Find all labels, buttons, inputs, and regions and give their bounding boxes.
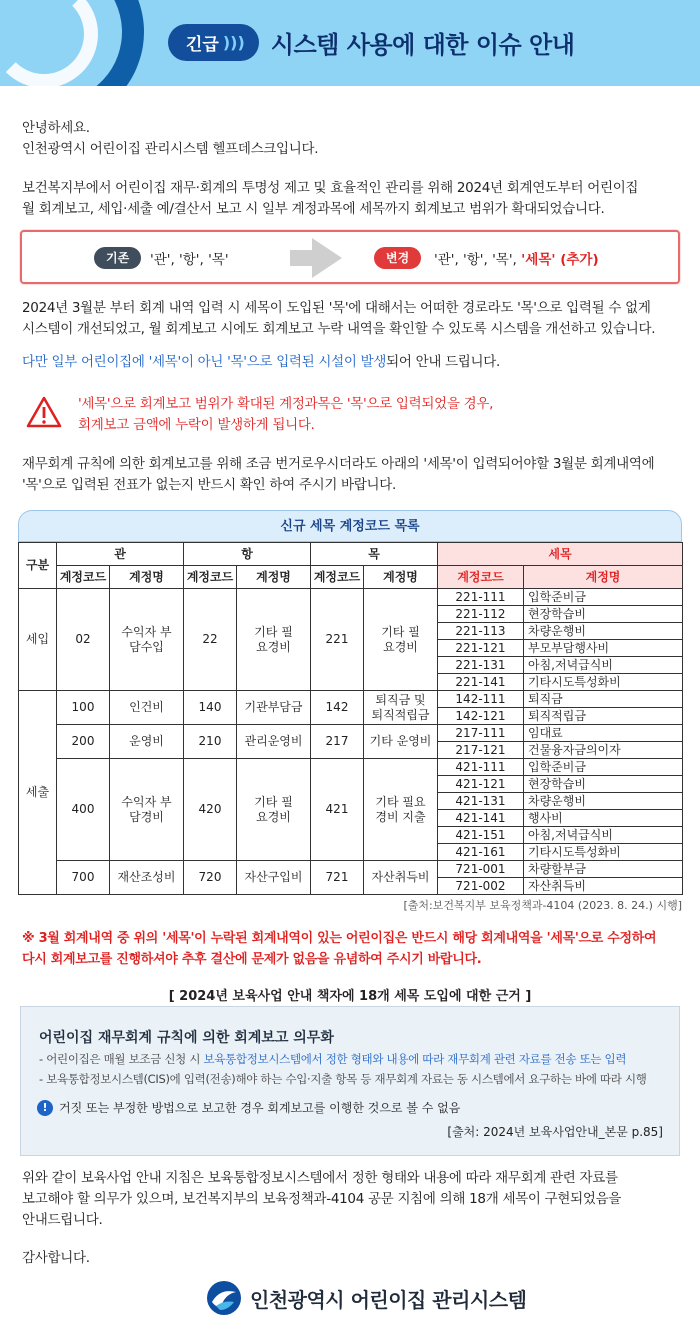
semok-name-cell: 행사비 (524, 810, 683, 827)
basis-title: [ 2024년 보육사업 안내 책자에 18개 세목 도입에 대한 근거 ] (168, 989, 532, 1004)
basis-list-highlight: 보육통합정보시스템에서 정한 형태와 내용에 따라 재무회계 관련 자료를 전송 또는 입력 (203, 1052, 627, 1066)
gwan-name-cell: 재산조성비 (110, 861, 184, 895)
greeting-line: 인천광역시 어린이집 관리시스템 헬프데스크입니다. (22, 141, 319, 157)
semok-code-cell: 421-141 (438, 810, 524, 827)
hang-code-cell: 22 (184, 589, 237, 691)
semok-name-cell: 입학준비금 (524, 759, 683, 776)
semok-code-cell: 217-111 (438, 725, 524, 742)
subheader-name: 계정명 (110, 566, 184, 589)
basis-heading: 어린이집 재무회계 규칙에 의한 회계보고 의무화 (39, 1030, 334, 1046)
hang-name-cell: 기관부담금 (237, 691, 311, 725)
header-gwan: 관 (57, 543, 184, 566)
subheader-code: 계정코드 (57, 566, 110, 589)
semok-code-cell: 721-002 (438, 878, 524, 895)
semok-name-cell: 차량운행비 (524, 793, 683, 810)
semok-name-cell: 건물융자금의이자 (524, 742, 683, 759)
semok-code-cell: 221-131 (438, 657, 524, 674)
greeting-line: 안녕하세요. (22, 120, 90, 136)
semok-name-cell: 퇴직적립금 (524, 708, 683, 725)
hang-code-cell: 210 (184, 725, 237, 759)
gwan-code-cell: 400 (57, 759, 110, 861)
table-row (19, 725, 683, 742)
mok-code-cell: 142 (311, 691, 364, 725)
caution-line: 다시 회계보고를 진행하셔야 추후 결산에 문제가 없음을 유념하여 주시기 바랍니다. (22, 952, 482, 967)
header-semok: 세목 (438, 543, 683, 566)
page-title: 시스템 사용에 대한 이슈 안내 (270, 30, 575, 59)
system-change-paragraph (22, 298, 682, 340)
intro-line: 월 회계보고, 세입·세출 예/결산서 보고 시 일부 계정과목에 세목까지 회계보고 범위가 확대되었습니다. (22, 201, 605, 217)
type-cell: 세입 (19, 589, 57, 691)
semok-name-cell: 자산취득비 (524, 878, 683, 895)
change-comparison-box (20, 230, 680, 284)
footer-logo (206, 1280, 526, 1316)
closing-line: 위와 같이 보육사업 안내 지침은 보육통합정보시스템에서 정한 형태와 내용에 따라 재무회계 관련 자료를 (22, 1170, 618, 1186)
gwan-code-cell: 02 (57, 589, 110, 691)
mok-name-cell: 기타 필요경비 (364, 589, 438, 691)
account-code-table-section (18, 510, 682, 913)
paragraph-line: 2024년 3월분 부터 회계 내역 입력 시 세목이 도입된 '목'에 대해서는 어떠한 경로라도 '목'으로 입력될 수 없게 (22, 300, 651, 316)
warning-line: 회계보고 금액에 누락이 발생하게 됩니다. (78, 417, 315, 433)
basis-list-text: - 어린이집은 매월 보조금 신청 시 (39, 1052, 204, 1066)
mok-code-cell: 221 (311, 589, 364, 691)
info-icon: ! (37, 1100, 53, 1116)
caution-line: ※ 3월 회계내역 중 위의 '세목'이 누락된 회계내역이 있는 어린이집은 반드시 해당 회계내역을 '세목'으로 수정하여 (22, 931, 657, 946)
hang-code-cell: 140 (184, 691, 237, 725)
gwan-name-cell: 인건비 (110, 691, 184, 725)
subheader-name: 계정명 (524, 566, 683, 589)
basis-warning-text: 거짓 또는 부정한 방법으로 보고한 경우 회계보고를 이행한 것으로 볼 수 없음 (59, 1101, 461, 1115)
table-row (19, 589, 683, 606)
semok-code-cell: 421-161 (438, 844, 524, 861)
semok-name-cell: 차량할부금 (524, 861, 683, 878)
hang-name-cell: 기타 필요경비 (237, 759, 311, 861)
semok-code-cell: 221-111 (438, 589, 524, 606)
hang-code-cell: 720 (184, 861, 237, 895)
warning-triangle-icon (26, 396, 62, 428)
after-badge: 변경 (374, 247, 421, 269)
semok-name-cell: 현장학습비 (524, 606, 683, 623)
hang-code-cell: 420 (184, 759, 237, 861)
semok-name-cell: 퇴직금 (524, 691, 683, 708)
table-row (19, 759, 683, 776)
hang-name-cell: 관리운영비 (237, 725, 311, 759)
semok-code-cell: 421-131 (438, 793, 524, 810)
gwan-code-cell: 200 (57, 725, 110, 759)
semok-code-cell: 221-112 (438, 606, 524, 623)
thanks-text: 감사합니다. (22, 1250, 90, 1266)
semok-code-cell: 421-111 (438, 759, 524, 776)
mok-code-cell: 421 (311, 759, 364, 861)
urgent-badge-label: 긴급 (186, 34, 219, 55)
table-row (19, 691, 683, 708)
subheader-name: 계정명 (364, 566, 438, 589)
semok-code-cell: 217-121 (438, 742, 524, 759)
type-cell: 세출 (19, 691, 57, 895)
hang-name-cell: 자산구입비 (237, 861, 311, 895)
header-hang: 항 (184, 543, 311, 566)
swirl-logo-icon (206, 1280, 242, 1316)
header-banner (0, 0, 700, 86)
footer-logo-text: 인천광역시 어린이집 관리시스템 (250, 1287, 527, 1312)
check-request-paragraph (22, 454, 682, 496)
gwan-code-cell: 100 (57, 691, 110, 725)
closing-paragraph (22, 1168, 682, 1231)
table-title: 신규 세목 계정코드 목록 (18, 510, 682, 542)
paragraph-line: 재무회계 규칙에 의한 회계보고를 위해 조금 번거로우시더라도 아래의 '세목'이 입력되어야할 3월분 회계내역에 (22, 456, 655, 472)
table-source: [출처:보건복지부 보육정책과-4104 (2023. 8. 24.) 시행] (403, 899, 682, 912)
gwan-name-cell: 운영비 (110, 725, 184, 759)
notice-rest: 되어 안내 드립니다. (386, 354, 501, 370)
subheader-code: 계정코드 (438, 566, 524, 589)
closing-line: 안내드립니다. (22, 1212, 103, 1228)
semok-name-cell: 아침,저녁급식비 (524, 827, 683, 844)
semok-code-cell: 142-111 (438, 691, 524, 708)
caution-paragraph (22, 928, 682, 970)
warning-line: '세목'으로 회계보고 범위가 확대된 계정과목은 '목'으로 입력되었을 경우, (78, 396, 494, 412)
header-curve (0, 86, 700, 100)
subheader-code: 계정코드 (184, 566, 237, 589)
semok-code-cell: 221-113 (438, 623, 524, 640)
account-code-table (18, 542, 683, 895)
semok-code-cell: 221-141 (438, 674, 524, 691)
semok-code-cell: 721-001 (438, 861, 524, 878)
before-text: '관', '항', '목' (150, 252, 229, 268)
paragraph-line: 시스템이 개선되었고, 월 회계보고 시에도 회계보고 누락 내역을 확인할 수 있도록 시스템을 개선하고 있습니다. (22, 321, 656, 337)
gwan-code-cell: 700 (57, 861, 110, 895)
subheader-name: 계정명 (237, 566, 311, 589)
semok-name-cell: 입학준비금 (524, 589, 683, 606)
basis-list-item: - 보육통합정보시스템(CIS)에 입력(전송)해야 하는 수입·지출 항목 등 재무회계 자료는 동 시스템에서 요구하는 바에 따라 시행 (39, 1072, 647, 1086)
semok-code-cell: 221-121 (438, 640, 524, 657)
hang-name-cell: 기타 필요경비 (237, 589, 311, 691)
basis-source: [출처: 2024년 보육사업안내_본문 p.85] (447, 1125, 663, 1139)
mok-code-cell: 721 (311, 861, 364, 895)
urgent-badge (168, 24, 259, 61)
subheader-code: 계정코드 (311, 566, 364, 589)
gwan-name-cell: 수익자 부담경비 (110, 759, 184, 861)
semok-code-cell: 421-151 (438, 827, 524, 844)
notice-paragraph (22, 352, 682, 373)
arrow-right-icon (290, 250, 314, 266)
mok-name-cell: 자산취득비 (364, 861, 438, 895)
table-subheader-row (19, 566, 683, 589)
basis-warning (37, 1099, 460, 1116)
after-text-added: '세목' (추가) (521, 252, 599, 268)
semok-name-cell: 기타시도특성화비 (524, 844, 683, 861)
semok-code-cell: 421-121 (438, 776, 524, 793)
gwan-name-cell: 수익자 부담수입 (110, 589, 184, 691)
before-badge: 기존 (94, 247, 141, 269)
semok-name-cell: 임대료 (524, 725, 683, 742)
mok-name-cell: 기타 필요경비 지출 (364, 759, 438, 861)
semok-name-cell: 현장학습비 (524, 776, 683, 793)
warning-text (78, 394, 678, 436)
mok-code-cell: 217 (311, 725, 364, 759)
closing-line: 보고해야 할 의무가 있으며, 보건복지부의 보육정책과-4104 공문 지침에 의해 18개 세목이 구현되었음을 (22, 1191, 622, 1207)
table-row (19, 861, 683, 878)
basis-box (20, 1006, 680, 1156)
signal-icon: ))) (222, 32, 245, 52)
greeting (22, 118, 682, 160)
intro-paragraph (22, 178, 682, 220)
header-mok: 목 (311, 543, 438, 566)
table-header-row (19, 543, 683, 566)
mok-name-cell: 퇴직금 및 퇴직적립금 (364, 691, 438, 725)
basis-list-item (39, 1051, 626, 1067)
header-type: 구분 (19, 543, 57, 589)
arrow-right-icon (312, 238, 342, 278)
after-text-base: '관', '항', '목', (434, 252, 522, 268)
semok-name-cell: 기타시도특성화비 (524, 674, 683, 691)
paragraph-line: '목'으로 입력된 전표가 없는지 반드시 확인 하여 주시기 바랍니다. (22, 477, 397, 493)
semok-name-cell: 아침,저녁급식비 (524, 657, 683, 674)
semok-name-cell: 차량운행비 (524, 623, 683, 640)
semok-name-cell: 부모부담행사비 (524, 640, 683, 657)
mok-name-cell: 기타 운영비 (364, 725, 438, 759)
notice-highlight: 다만 일부 어린이집에 '세목'이 아닌 '목'으로 입력된 시설이 발생 (22, 354, 387, 370)
after-text (434, 248, 599, 268)
intro-line: 보건복지부에서 어린이집 재무·회계의 투명성 제고 및 효율적인 관리를 위해 2024년 회계연도부터 어린이집 (22, 180, 639, 196)
header-title-group (168, 22, 574, 62)
semok-code-cell: 142-121 (438, 708, 524, 725)
